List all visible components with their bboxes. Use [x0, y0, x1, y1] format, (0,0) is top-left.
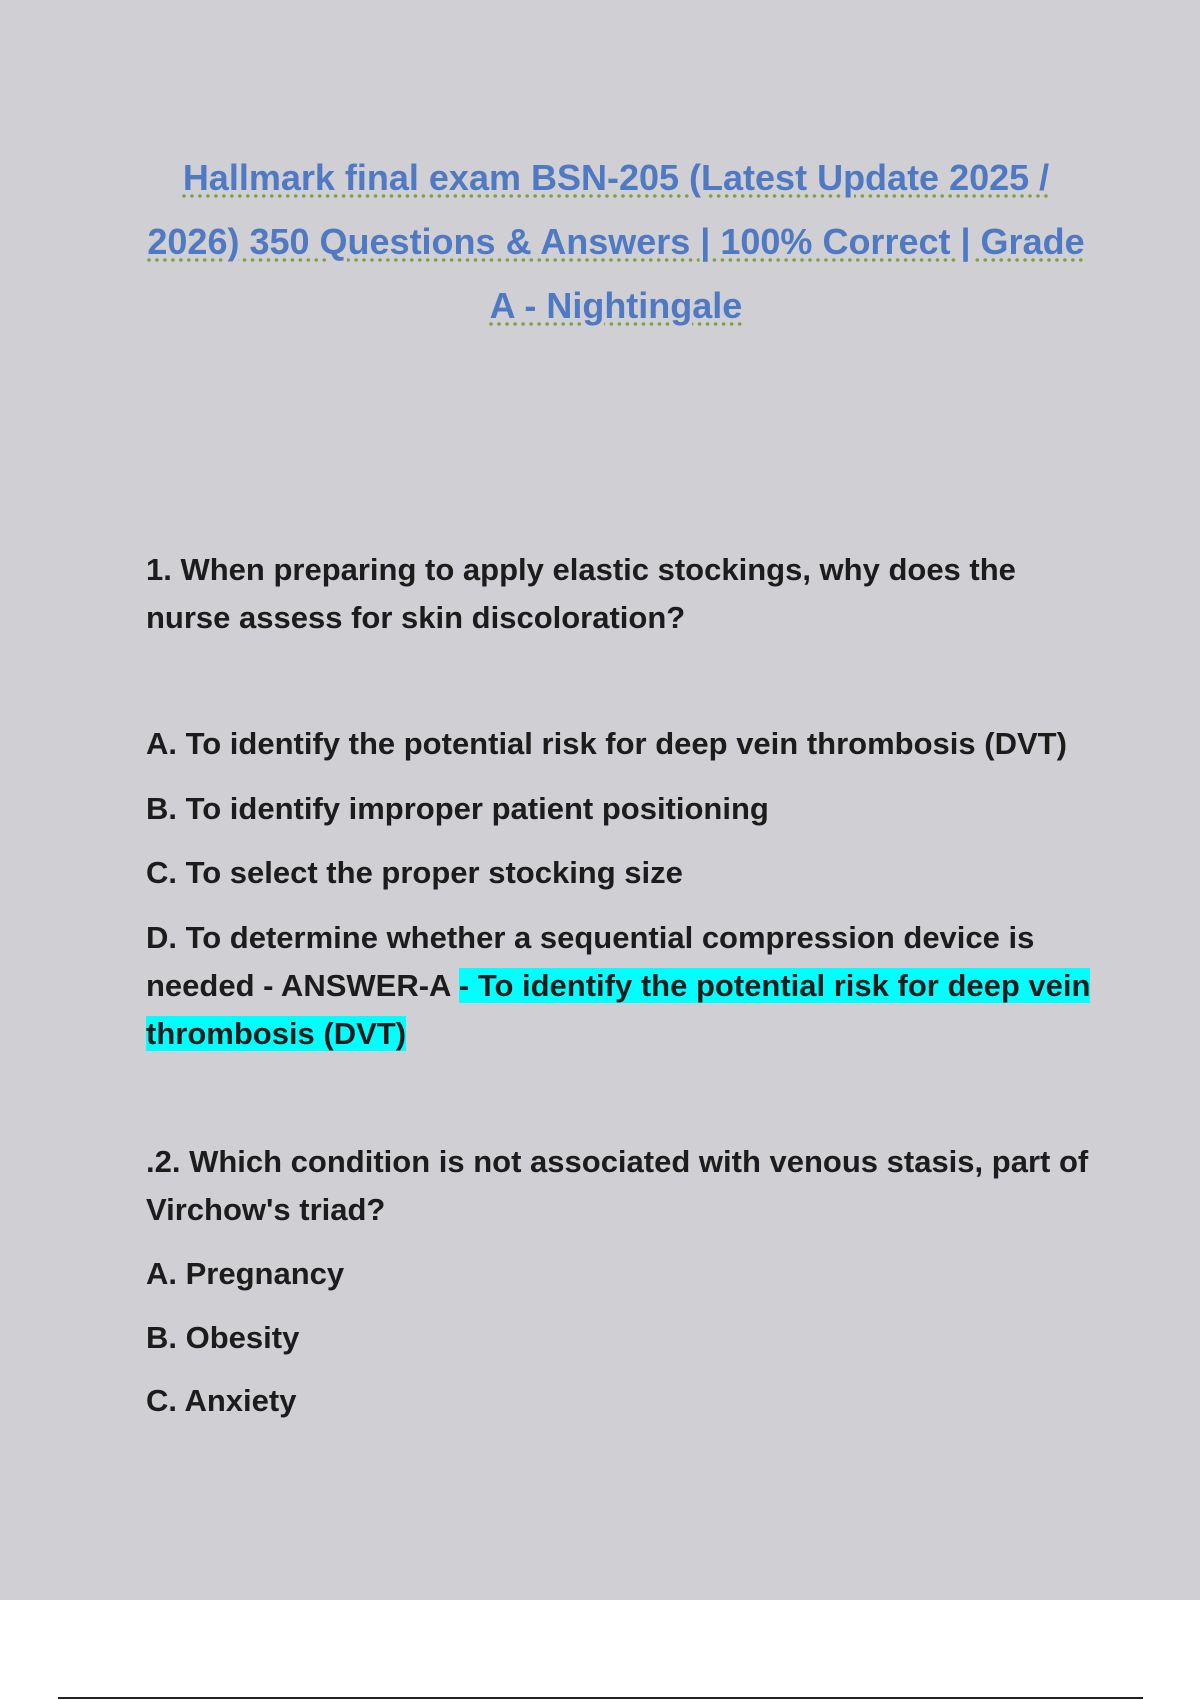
question-2-stem: .2. Which condition is not associated with venous stasis, part of Virchow's triad? — [146, 1144, 1089, 1227]
question-2-option-a: A. Pregnancy — [146, 1256, 345, 1291]
question-2-option-c: C. Anxiety — [146, 1383, 297, 1418]
question-1-option-a: A. To identify the potential risk for deep vein thrombosis (DVT) — [146, 726, 1067, 761]
document-title-text: Hallmark final exam BSN-205 (Latest Update 2025 / 2026) 350 Questions & Answers | 100% Correct | Grade A - Nightingale — [147, 157, 1085, 326]
question-1-stem: 1. When preparing to apply elastic stockings, why does the nurse assess for skin discoloration? — [146, 552, 1016, 635]
question-1-option-b: B. To identify improper patient positioning — [146, 791, 769, 826]
footer-divider — [58, 1697, 1143, 1699]
question-1-option-d — [146, 914, 1096, 1058]
question-1-option-c: C. To select the proper stocking size — [146, 855, 683, 890]
question-1-option-d-text: D. To determine whether a sequential compression device is needed - ANSWER-A — [146, 920, 1035, 1003]
question-2-option-b: B. Obesity — [146, 1320, 300, 1355]
answer-highlight: - To identify the potential risk for deep vein thrombosis (DVT) — [146, 968, 1091, 1051]
document-title — [140, 146, 1092, 338]
